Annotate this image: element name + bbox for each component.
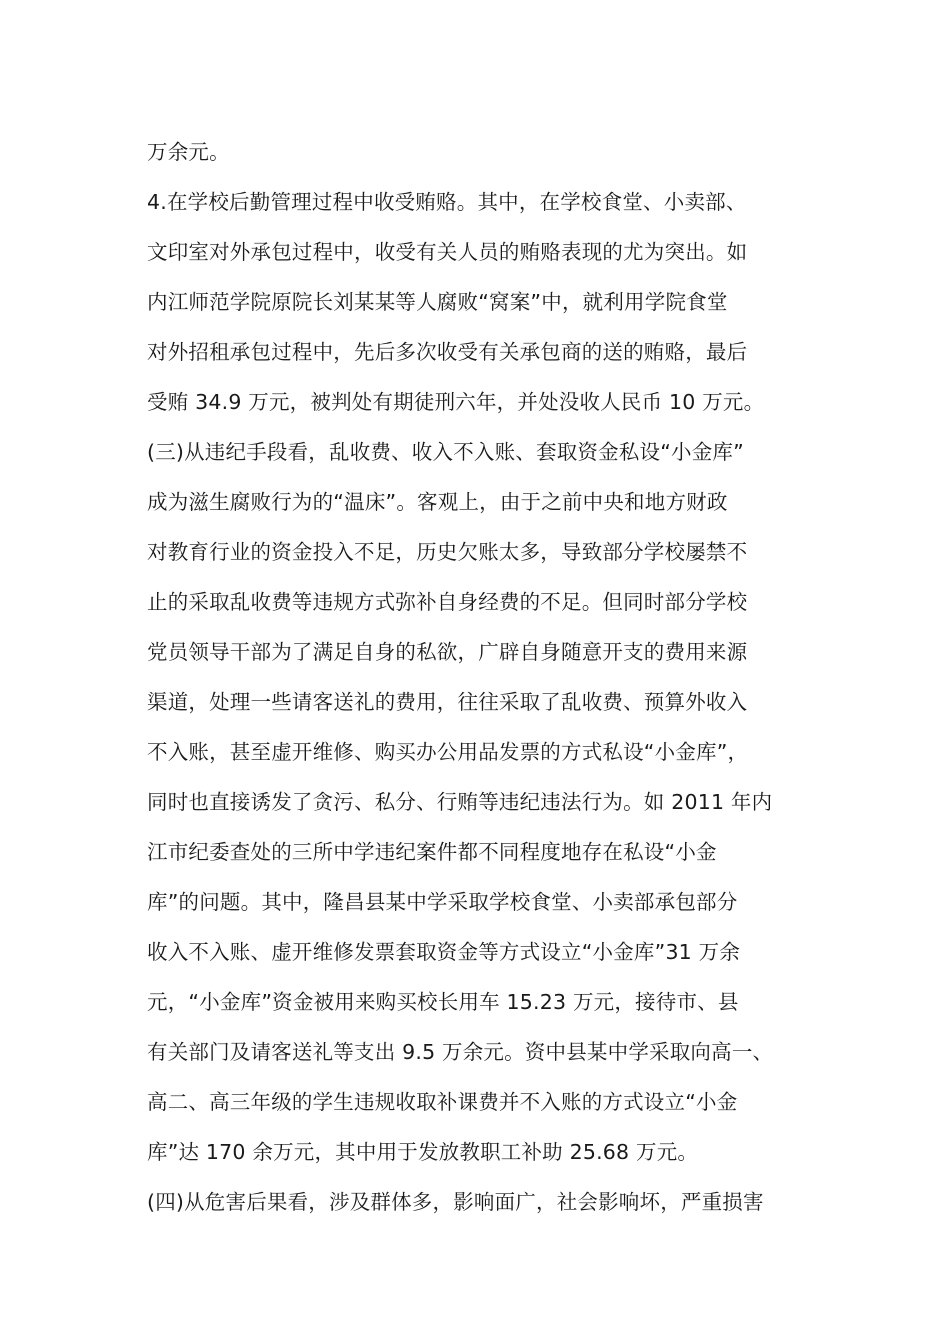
- text-line-12: 渠道，处理一些请客送礼的费用，往往采取了乱收费、预算外收入: [147, 690, 748, 714]
- text-line-1: 万余元。: [147, 140, 230, 164]
- text-line-19: 有关部门及请客送礼等支出 9.5 万余元。资中县某中学采取向高一、: [147, 1040, 774, 1064]
- text-line-10: 止的采取乱收费等违规方式弥补自身经费的不足。但同时部分学校: [147, 590, 748, 614]
- text-line-3: 文印室对外承包过程中，收受有关人员的贿赂表现的尤为突出。如: [147, 240, 748, 264]
- text-line-17: 收入不入账、虚开维修发票套取资金等方式设立“小金库”31 万余: [147, 940, 741, 964]
- text-line-21: 库”达 170 余万元，其中用于发放教职工补助 25.68 万元。: [147, 1140, 699, 1164]
- text-line-20: 高二、高三年级的学生违规收取补课费并不入账的方式设立“小金: [147, 1090, 738, 1114]
- text-line-11: 党员领导干部为了满足自身的私欲，广辟自身随意开支的费用来源: [147, 640, 748, 664]
- text-line-16: 库”的问题。其中，隆昌县某中学采取学校食堂、小卖部承包部分: [147, 890, 738, 914]
- text-line-18: 元，“小金库”资金被用来购买校长用车 15.23 万元，接待市、县: [147, 990, 739, 1014]
- text-line-15: 江市纪委查处的三所中学违纪案件都不同程度地存在私设“小金: [147, 840, 717, 864]
- text-line-7: (三)从违纪手段看，乱收费、收入不入账、套取资金私设“小金库”: [147, 440, 744, 464]
- text-line-5: 对外招租承包过程中，先后多次收受有关承包商的送的贿赂，最后: [147, 340, 748, 364]
- text-line-6: 受贿 34.9 万元，被判处有期徒刑六年，并处没收人民币 10 万元。: [147, 390, 765, 414]
- text-line-2: 4.在学校后勤管理过程中收受贿赂。其中，在学校食堂、小卖部、: [147, 190, 747, 214]
- text-line-13: 不入账，甚至虚开维修、购买办公用品发票的方式私设“小金库”，: [147, 740, 749, 764]
- text-line-8: 成为滋生腐败行为的“温床”。客观上，由于之前中央和地方财政: [147, 490, 728, 514]
- text-line-4: 内江师范学院原院长刘某某等人腐败“窝案”中，就利用学院食堂: [147, 290, 728, 314]
- text-line-9: 对教育行业的资金投入不足，历史欠账太多，导致部分学校屡禁不: [147, 540, 748, 564]
- text-line-14: 同时也直接诱发了贪污、私分、行贿等违纪违法行为。如 2011 年内: [147, 790, 773, 814]
- text-line-22: (四)从危害后果看，涉及群体多，影响面广，社会影响坏，严重损害: [147, 1190, 764, 1214]
